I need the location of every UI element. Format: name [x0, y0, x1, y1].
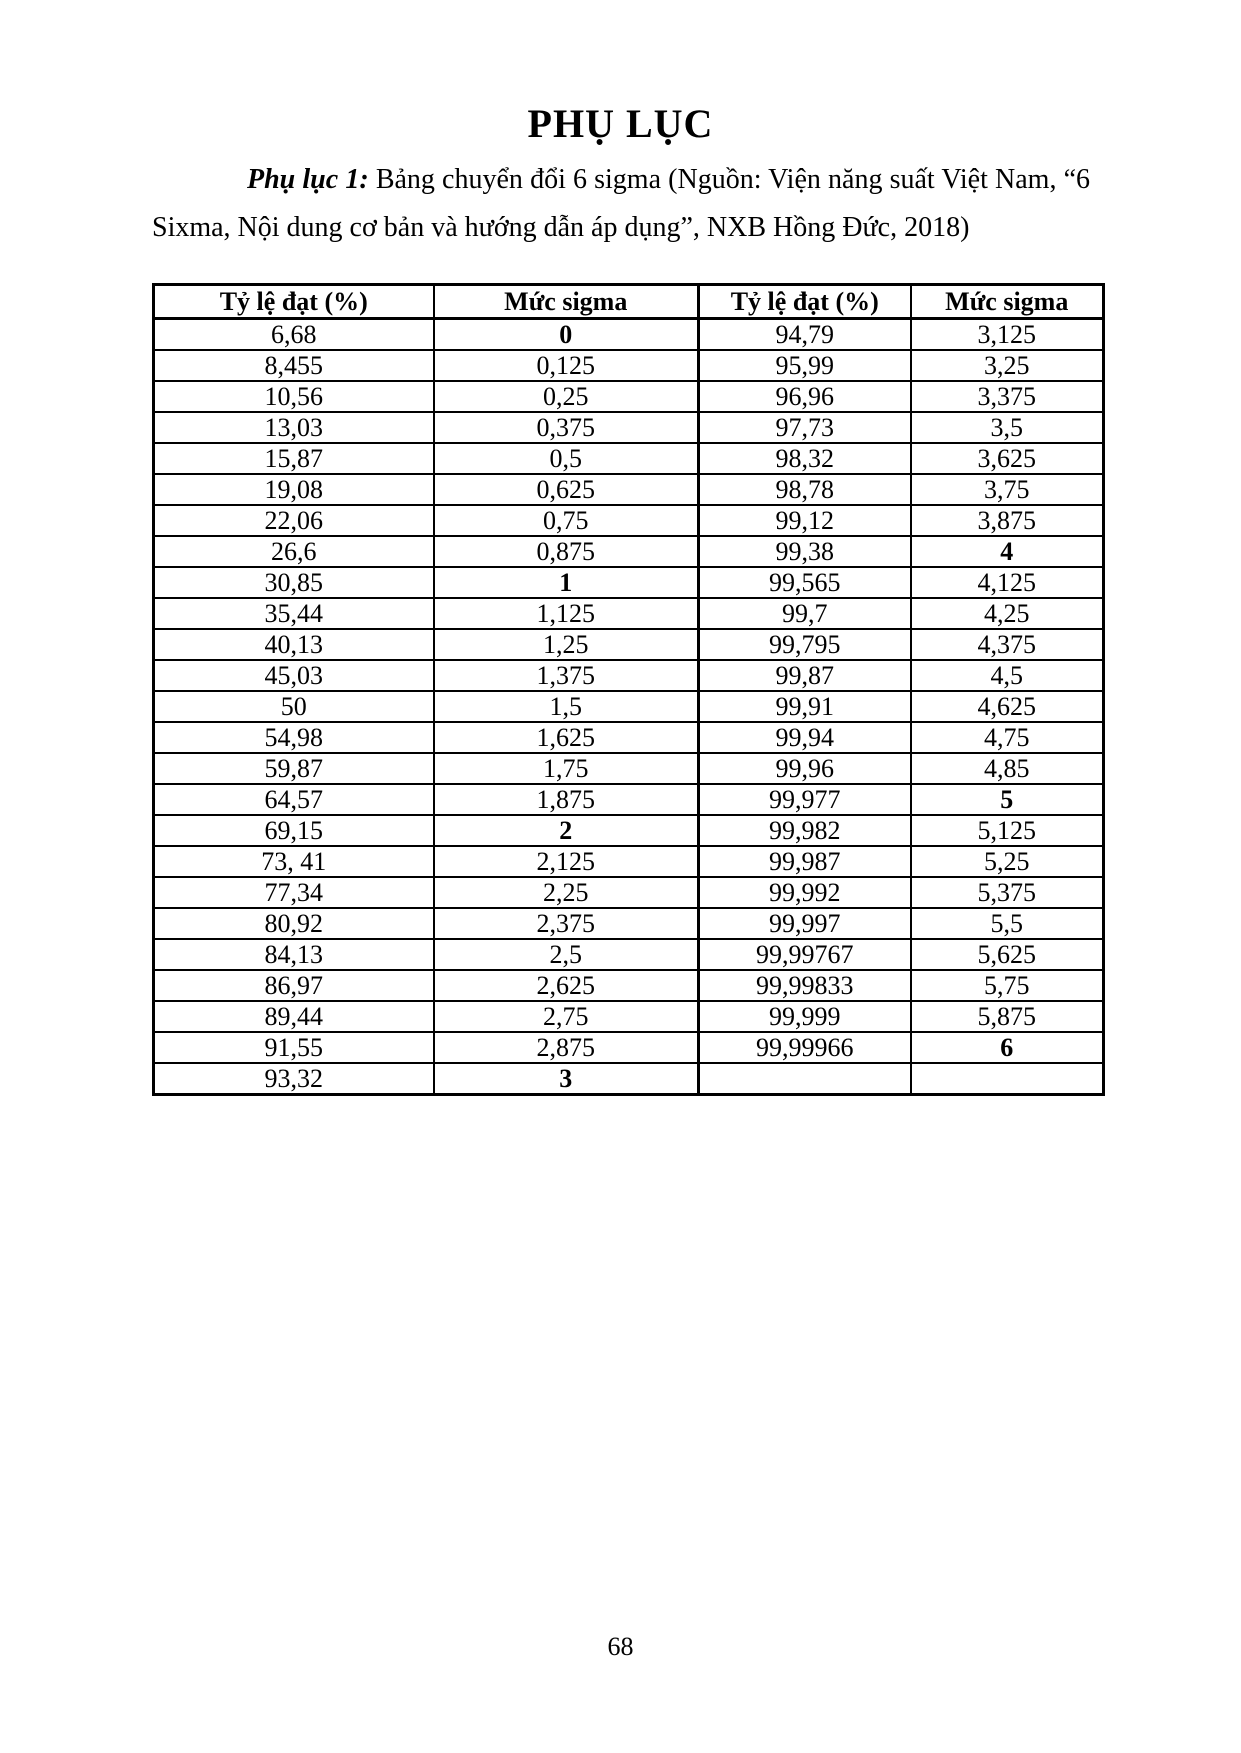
- table-row: [154, 598, 1104, 629]
- ty-le-dat-cell: 99,7: [699, 598, 911, 629]
- muc-sigma-cell: 3: [434, 1063, 699, 1095]
- ty-le-dat-cell: 45,03: [154, 660, 434, 691]
- table-row: [154, 691, 1104, 722]
- muc-sigma-cell: 4,75: [911, 722, 1104, 753]
- muc-sigma-cell: 1,375: [434, 660, 699, 691]
- ty-le-dat-cell: 97,73: [699, 412, 911, 443]
- muc-sigma-cell: 2,25: [434, 877, 699, 908]
- ty-le-dat-cell: 99,977: [699, 784, 911, 815]
- muc-sigma-cell: 2: [434, 815, 699, 846]
- ty-le-dat-cell: 94,79: [699, 319, 911, 351]
- ty-le-dat-cell: [699, 1063, 911, 1095]
- muc-sigma-cell: 0,375: [434, 412, 699, 443]
- ty-le-dat-cell: 15,87: [154, 443, 434, 474]
- table-row: [154, 412, 1104, 443]
- table-row: [154, 381, 1104, 412]
- ty-le-dat-cell: 77,34: [154, 877, 434, 908]
- ty-le-dat-cell: 22,06: [154, 505, 434, 536]
- muc-sigma-cell: 2,5: [434, 939, 699, 970]
- ty-le-dat-cell: 99,99767: [699, 939, 911, 970]
- ty-le-dat-cell: 86,97: [154, 970, 434, 1001]
- ty-le-dat-cell: 6,68: [154, 319, 434, 351]
- muc-sigma-cell: 5,5: [911, 908, 1104, 939]
- table-row: [154, 1032, 1104, 1063]
- muc-sigma-cell: 4,375: [911, 629, 1104, 660]
- ty-le-dat-cell: 26,6: [154, 536, 434, 567]
- muc-sigma-cell: 4,625: [911, 691, 1104, 722]
- ty-le-dat-cell: 99,987: [699, 846, 911, 877]
- muc-sigma-cell: 0: [434, 319, 699, 351]
- muc-sigma-cell: [911, 1063, 1104, 1095]
- ty-le-dat-cell: 69,15: [154, 815, 434, 846]
- ty-le-dat-cell: 99,99833: [699, 970, 911, 1001]
- table-row: [154, 815, 1104, 846]
- ty-le-dat-cell: 35,44: [154, 598, 434, 629]
- ty-le-dat-cell: 99,997: [699, 908, 911, 939]
- header-ty-le-dat-right: Tỷ lệ đạt (%): [699, 285, 911, 319]
- muc-sigma-cell: 5,125: [911, 815, 1104, 846]
- muc-sigma-cell: 2,625: [434, 970, 699, 1001]
- muc-sigma-cell: 5: [911, 784, 1104, 815]
- table-row: [154, 536, 1104, 567]
- ty-le-dat-cell: 89,44: [154, 1001, 434, 1032]
- table-row: [154, 784, 1104, 815]
- muc-sigma-cell: 1,625: [434, 722, 699, 753]
- muc-sigma-cell: 4,5: [911, 660, 1104, 691]
- table-row: [154, 877, 1104, 908]
- muc-sigma-cell: 4: [911, 536, 1104, 567]
- ty-le-dat-cell: 99,96: [699, 753, 911, 784]
- caption-label: Phụ lục 1:: [247, 164, 369, 195]
- sigma-table-body: [154, 319, 1104, 1095]
- muc-sigma-cell: 0,5: [434, 443, 699, 474]
- ty-le-dat-cell: 99,94: [699, 722, 911, 753]
- ty-le-dat-cell: 98,32: [699, 443, 911, 474]
- header-muc-sigma-left: Mức sigma: [434, 285, 699, 319]
- muc-sigma-cell: 2,125: [434, 846, 699, 877]
- caption-text-line1: Bảng chuyển đổi 6 sigma (Nguồn: Viện năng suất Việt Nam, “6: [375, 164, 1091, 195]
- table-header-row: [154, 285, 1104, 319]
- muc-sigma-cell: 4,25: [911, 598, 1104, 629]
- muc-sigma-cell: 3,375: [911, 381, 1104, 412]
- caption-line2: Sixma, Nội dung cơ bản và hướng dẫn áp dụng”, NXB Hồng Đức, 2018): [152, 212, 970, 243]
- ty-le-dat-cell: 40,13: [154, 629, 434, 660]
- ty-le-dat-cell: 19,08: [154, 474, 434, 505]
- muc-sigma-cell: 2,75: [434, 1001, 699, 1032]
- table-row: [154, 350, 1104, 381]
- ty-le-dat-cell: 95,99: [699, 350, 911, 381]
- ty-le-dat-cell: 8,455: [154, 350, 434, 381]
- ty-le-dat-cell: 10,56: [154, 381, 434, 412]
- muc-sigma-cell: 3,25: [911, 350, 1104, 381]
- table-row: [154, 1063, 1104, 1095]
- muc-sigma-cell: 3,875: [911, 505, 1104, 536]
- caption-line1: [152, 156, 1090, 204]
- appendix-caption: [152, 156, 1090, 252]
- ty-le-dat-cell: 73, 41: [154, 846, 434, 877]
- page-title: PHỤ LỤC: [527, 101, 714, 146]
- ty-le-dat-cell: 96,96: [699, 381, 911, 412]
- muc-sigma-cell: 5,375: [911, 877, 1104, 908]
- ty-le-dat-cell: 50: [154, 691, 434, 722]
- muc-sigma-cell: 1,5: [434, 691, 699, 722]
- sigma-conversion-table: [152, 283, 1105, 1096]
- ty-le-dat-cell: 99,87: [699, 660, 911, 691]
- muc-sigma-cell: 1,25: [434, 629, 699, 660]
- muc-sigma-cell: 1,875: [434, 784, 699, 815]
- ty-le-dat-cell: 13,03: [154, 412, 434, 443]
- muc-sigma-cell: 3,5: [911, 412, 1104, 443]
- muc-sigma-cell: 1: [434, 567, 699, 598]
- muc-sigma-cell: 5,25: [911, 846, 1104, 877]
- table-row: [154, 908, 1104, 939]
- muc-sigma-cell: 4,125: [911, 567, 1104, 598]
- ty-le-dat-cell: 99,12: [699, 505, 911, 536]
- ty-le-dat-cell: 54,98: [154, 722, 434, 753]
- muc-sigma-cell: 0,875: [434, 536, 699, 567]
- muc-sigma-cell: 4,85: [911, 753, 1104, 784]
- muc-sigma-cell: 2,375: [434, 908, 699, 939]
- muc-sigma-cell: 3,125: [911, 319, 1104, 351]
- ty-le-dat-cell: 99,795: [699, 629, 911, 660]
- ty-le-dat-cell: 80,92: [154, 908, 434, 939]
- table-row: [154, 629, 1104, 660]
- muc-sigma-cell: 1,125: [434, 598, 699, 629]
- table-row: [154, 939, 1104, 970]
- ty-le-dat-cell: 99,999: [699, 1001, 911, 1032]
- table-row: [154, 319, 1104, 351]
- table-row: [154, 474, 1104, 505]
- page-number: 68: [607, 1632, 634, 1661]
- muc-sigma-cell: 5,625: [911, 939, 1104, 970]
- ty-le-dat-cell: 84,13: [154, 939, 434, 970]
- muc-sigma-cell: 1,75: [434, 753, 699, 784]
- ty-le-dat-cell: 91,55: [154, 1032, 434, 1063]
- table-row: [154, 567, 1104, 598]
- muc-sigma-cell: 0,75: [434, 505, 699, 536]
- table-row: [154, 753, 1104, 784]
- muc-sigma-cell: 5,75: [911, 970, 1104, 1001]
- muc-sigma-cell: 2,875: [434, 1032, 699, 1063]
- ty-le-dat-cell: 99,38: [699, 536, 911, 567]
- ty-le-dat-cell: 99,99966: [699, 1032, 911, 1063]
- muc-sigma-cell: 0,125: [434, 350, 699, 381]
- muc-sigma-cell: 0,625: [434, 474, 699, 505]
- ty-le-dat-cell: 99,565: [699, 567, 911, 598]
- table-row: [154, 970, 1104, 1001]
- ty-le-dat-cell: 99,91: [699, 691, 911, 722]
- muc-sigma-cell: 0,25: [434, 381, 699, 412]
- ty-le-dat-cell: 99,982: [699, 815, 911, 846]
- table-row: [154, 443, 1104, 474]
- header-muc-sigma-right: Mức sigma: [911, 285, 1104, 319]
- muc-sigma-cell: 6: [911, 1032, 1104, 1063]
- muc-sigma-cell: 5,875: [911, 1001, 1104, 1032]
- ty-le-dat-cell: 64,57: [154, 784, 434, 815]
- table-row: [154, 660, 1104, 691]
- table-row: [154, 1001, 1104, 1032]
- muc-sigma-cell: 3,625: [911, 443, 1104, 474]
- ty-le-dat-cell: 93,32: [154, 1063, 434, 1095]
- muc-sigma-cell: 3,75: [911, 474, 1104, 505]
- ty-le-dat-cell: 59,87: [154, 753, 434, 784]
- table-row: [154, 846, 1104, 877]
- ty-le-dat-cell: 99,992: [699, 877, 911, 908]
- ty-le-dat-cell: 98,78: [699, 474, 911, 505]
- ty-le-dat-cell: 30,85: [154, 567, 434, 598]
- table-row: [154, 505, 1104, 536]
- table-row: [154, 722, 1104, 753]
- header-ty-le-dat-left: Tỷ lệ đạt (%): [154, 285, 434, 319]
